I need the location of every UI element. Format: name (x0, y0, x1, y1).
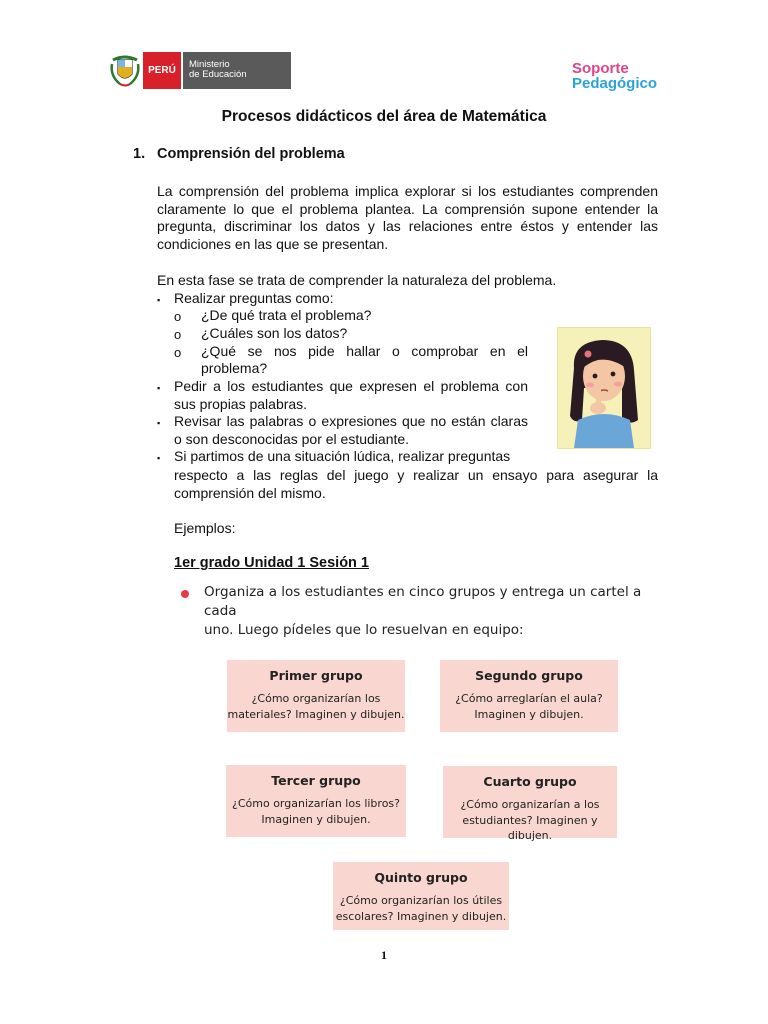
card-title: Cuarto grupo (483, 774, 577, 789)
section-title: Comprensión del problema (157, 146, 345, 162)
section-number: 1. (133, 146, 146, 162)
bullet-item-continuation: sus propias palabras. (174, 396, 308, 412)
card-question (443, 797, 617, 844)
card-question-line2: Imaginen y dibujen. (474, 707, 584, 721)
peru-coat-of-arms-logo (110, 54, 140, 88)
group-card-4 (443, 766, 617, 842)
card-title: Quinto grupo (374, 870, 468, 885)
card-question (227, 691, 405, 722)
card-question (333, 893, 509, 924)
group-card-3 (226, 765, 406, 837)
bullet-item: Si partimos de una situación lúdica, realizar preguntas (174, 448, 511, 464)
ministry-line1: Ministerio (189, 59, 230, 70)
sub-item-continuation: problema? (201, 360, 268, 376)
ministry-line2: de Educación (189, 69, 247, 80)
red-bullet-icon (181, 590, 189, 598)
circle-marker: o (174, 309, 182, 324)
card-question-line1: ¿Cómo organizarían a los (460, 798, 600, 811)
bullet-marker: ▪ (157, 418, 161, 428)
instruction-line1: Organiza a los estudiantes en cinco grupos y entrega un cartel a cada (204, 584, 642, 619)
card-question-line2: Imaginen y dibujen. (261, 812, 371, 826)
phase-intro: En esta fase se trata de comprender la naturaleza del problema. (157, 272, 557, 288)
soporte-pedagogico-logo (572, 61, 657, 91)
bullet-item-continuation: comprensión del mismo. (174, 485, 326, 501)
group-card-5 (333, 862, 509, 930)
card-question-line2: materiales? Imaginen y dibujen. (227, 707, 405, 721)
thinking-girl-illustration (557, 327, 651, 449)
bullet-item: Revisar las palabras o expresiones que no están claras (174, 413, 528, 429)
bullet-item-continuation: o son desconocidas por el estudiante. (174, 431, 410, 447)
card-question-line2: escolares? Imaginen y dibujen. (335, 909, 507, 923)
bullet-marker: ▪ (157, 383, 161, 393)
card-question-line1: ¿Cómo arreglarían el aula? (455, 692, 603, 705)
circle-marker: o (174, 345, 182, 360)
ministry-logo-box (181, 52, 291, 89)
bullet-item-continuation: respecto a las reglas del juego y realizar un ensayo para asegurar la (174, 467, 658, 483)
card-title: Segundo grupo (475, 668, 583, 683)
bullet-item: Pedir a los estudiantes que expresen el problema con (174, 378, 528, 394)
intro-paragraph: La comprensión del problema implica explorar si los estudiantes comprenden claramente lo que el problema plantea. La comprensión supone entender la pregunta, discriminar los datos y las relaciones entre éstos y entender las condiciones en las que se presentan. (157, 183, 658, 252)
card-question-line2: estudiantes? Imaginen y dibujen. (462, 813, 598, 842)
examples-label: Ejemplos: (174, 520, 236, 536)
card-title: Primer grupo (269, 668, 363, 683)
document-title: Procesos didácticos del área de Matemática (221, 108, 547, 125)
card-question-line1: ¿Cómo organizarían los (251, 692, 381, 705)
card-question (226, 796, 406, 827)
bullet-marker: ▪ (157, 295, 161, 305)
peru-logo-box (143, 52, 181, 89)
bullet-marker: ▪ (157, 453, 161, 463)
card-question (440, 691, 618, 722)
page-number: 1 (381, 948, 387, 962)
sub-item: ¿De qué trata el problema? (201, 307, 372, 323)
soporte-line2: Pedagógico (572, 75, 658, 92)
sub-item: ¿Cuáles son los datos? (201, 325, 348, 341)
peru-label: PERÚ (148, 65, 176, 76)
group-card-1 (227, 660, 405, 732)
group-card-2 (440, 660, 618, 732)
sub-item: ¿Qué se nos pide hallar o comprobar en el (201, 343, 528, 359)
bullet-item: Realizar preguntas como: (174, 290, 334, 306)
soporte-line1: Soporte (572, 60, 629, 77)
card-question-line1: ¿Cómo organizarían los útiles (339, 894, 503, 907)
card-question-line1: ¿Cómo organizarían los libros? (232, 797, 400, 810)
example-heading: 1er grado Unidad 1 Sesión 1 (174, 555, 369, 571)
instruction-text (204, 583, 654, 640)
instruction-line2: uno. Luego pídeles que lo resuelvan en equipo: (204, 622, 524, 638)
circle-marker: o (174, 327, 182, 342)
card-title: Tercer grupo (271, 773, 361, 788)
